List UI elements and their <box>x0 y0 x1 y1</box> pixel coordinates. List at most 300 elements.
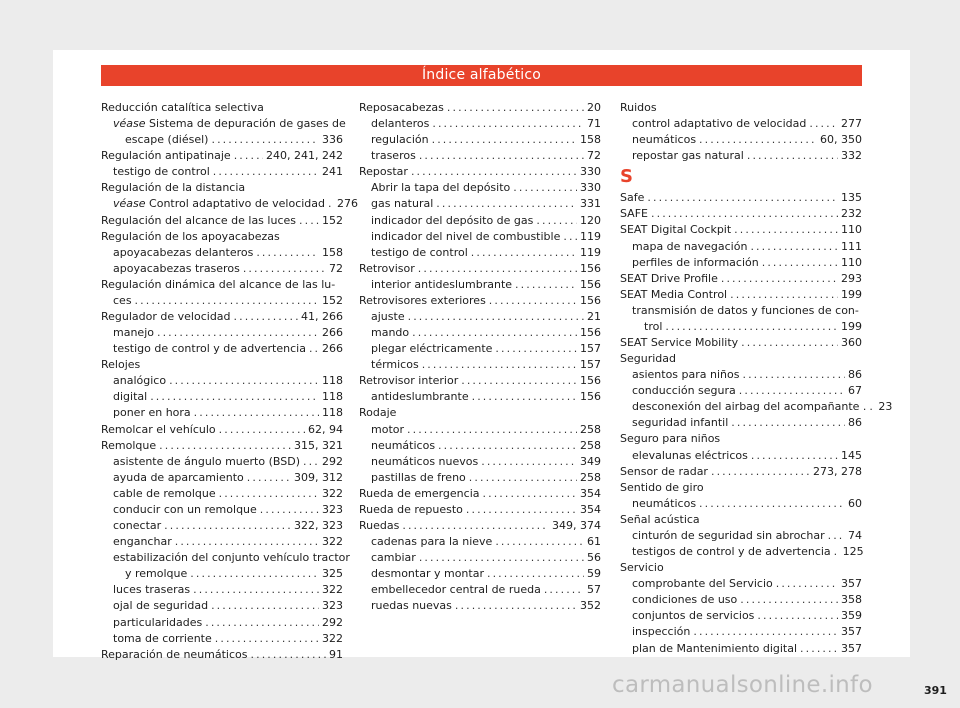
dot-leader <box>438 438 577 454</box>
index-entry <box>359 293 601 309</box>
index-subentry <box>359 309 601 325</box>
dot-leader <box>513 180 577 196</box>
index-subentry <box>359 534 601 550</box>
index-entry <box>101 647 343 663</box>
index-entry <box>620 287 862 303</box>
index-subentry <box>101 566 343 582</box>
index-subentry <box>359 422 601 438</box>
see-reference: véase <box>113 117 146 131</box>
dot-leader <box>741 335 838 351</box>
entry-text: Retrovisor interior <box>359 374 459 388</box>
entry-text: neumáticos <box>632 133 697 147</box>
index-entry <box>620 190 862 206</box>
index-subentry <box>620 255 862 271</box>
page-reference: 23 <box>878 400 893 414</box>
index-subentry <box>101 325 343 341</box>
entry-text: control adaptativo de velocidad <box>632 117 807 131</box>
index-subentry <box>101 615 343 631</box>
dot-leader <box>215 631 319 647</box>
page-reference: 332 <box>841 149 862 163</box>
index-subentry <box>620 592 862 608</box>
page-reference: 241 <box>322 165 343 179</box>
entry-text: conducción segura <box>632 384 736 398</box>
entry-text: Safe <box>620 191 645 205</box>
entry-text: Rueda de emergencia <box>359 486 480 500</box>
dot-leader <box>408 309 584 325</box>
entry-text: testigo de control <box>371 245 468 259</box>
index-entry <box>620 431 862 447</box>
page-reference: 309, 312 <box>294 470 343 484</box>
page-reference: 322 <box>322 486 343 500</box>
entry-text: regulación <box>371 133 429 147</box>
index-entry <box>359 502 601 518</box>
index-subentry <box>359 132 601 148</box>
page-reference: 293 <box>841 271 862 285</box>
page-reference: 118 <box>322 374 343 388</box>
dot-leader <box>742 367 845 383</box>
dot-leader <box>419 148 584 164</box>
page-reference: 232 <box>841 207 862 221</box>
page-title: Índice alfabético <box>101 65 862 86</box>
dot-leader <box>194 405 319 421</box>
dot-leader <box>411 164 577 180</box>
entry-text: y remolque <box>125 567 188 581</box>
entry-text: mapa de navegación <box>632 239 748 253</box>
dot-leader <box>757 608 838 624</box>
index-subentry <box>620 239 862 255</box>
dot-leader <box>175 534 319 550</box>
index-entry <box>359 518 601 534</box>
entry-text: Servicio <box>620 561 664 575</box>
page-reference: 59 <box>587 567 601 581</box>
index-subentry <box>101 132 343 148</box>
index-column-1 <box>101 100 359 663</box>
page-reference: 152 <box>322 293 343 307</box>
index-subentry <box>101 470 343 486</box>
dot-leader <box>651 206 838 222</box>
entry-text: asientos para niños <box>632 368 740 382</box>
index-entry <box>101 180 343 196</box>
entry-text: particularidades <box>113 615 203 629</box>
entry-text: ayuda de aparcamiento <box>113 470 244 484</box>
page-reference: 199 <box>841 287 862 301</box>
page-reference: 41, 266 <box>301 310 343 324</box>
section-letter: S <box>620 166 633 188</box>
dot-leader <box>487 566 584 582</box>
index-subentry <box>359 341 601 357</box>
page-reference: 157 <box>580 342 601 356</box>
page-number: 391 <box>924 684 947 697</box>
entry-text: apoyacabezas traseros <box>113 261 240 275</box>
index-subentry <box>620 624 862 640</box>
dot-leader <box>563 229 577 245</box>
index-entry <box>620 206 862 222</box>
dot-leader <box>234 148 263 164</box>
page-reference: 322 <box>322 535 343 549</box>
dot-leader <box>809 116 838 132</box>
index-entry <box>620 100 862 116</box>
index-subentry <box>101 196 359 212</box>
page-reference: 125 <box>842 545 864 559</box>
page-reference: 315, 321 <box>294 438 343 452</box>
page-reference: 352 <box>580 599 601 613</box>
dot-leader <box>699 496 845 512</box>
page-reference: 349, 374 <box>552 519 601 533</box>
dot-leader <box>135 293 319 309</box>
entry-text: testigo de control <box>113 165 210 179</box>
entry-text: trol <box>644 319 663 333</box>
dot-leader <box>247 470 291 486</box>
entry-text: digital <box>113 390 148 404</box>
index-subentry <box>359 325 601 341</box>
index-subentry <box>359 582 601 598</box>
index-subentry <box>359 566 601 582</box>
entry-text: pastillas de freno <box>371 470 466 484</box>
index-subentry <box>359 389 601 405</box>
page-reference: 158 <box>580 133 601 147</box>
page-reference: 336 <box>322 133 343 147</box>
index-subentry <box>101 534 343 550</box>
index-entry <box>101 148 343 164</box>
entry-text: condiciones de uso <box>632 593 738 607</box>
index-subentry <box>359 245 601 261</box>
dot-leader <box>699 132 817 148</box>
index-subentry <box>620 576 862 592</box>
index-subentry <box>359 213 601 229</box>
entry-text: desmontar y montar <box>371 567 484 581</box>
dot-leader <box>234 309 298 325</box>
entry-text: Regulación dinámica del alcance de las lu- <box>101 277 336 291</box>
entry-text: Regulador de velocidad <box>101 310 231 324</box>
page-reference: 156 <box>580 326 601 340</box>
index-entry <box>101 213 343 229</box>
page-reference: 258 <box>580 422 601 436</box>
index-subentry <box>359 438 601 454</box>
page-reference: 111 <box>841 239 862 253</box>
index-subentry <box>359 116 601 132</box>
index-entry <box>359 164 601 180</box>
entry-text: conectar <box>113 519 162 533</box>
dot-leader <box>260 502 319 518</box>
index-subentry <box>620 367 862 383</box>
index-subentry <box>101 502 343 518</box>
entry-text: poner en hora <box>113 406 191 420</box>
entry-text: cinturón de seguridad sin abrochar <box>632 528 825 542</box>
index-entry <box>620 351 862 367</box>
entry-text: Reducción catalítica selectiva <box>101 101 264 114</box>
index-subentry <box>620 319 862 335</box>
entry-text: Sentido de giro <box>620 480 704 494</box>
dot-leader <box>419 550 584 566</box>
dot-leader <box>828 528 845 544</box>
dot-leader <box>834 544 840 560</box>
page-reference: 91 <box>329 647 343 661</box>
index-subentry <box>101 341 343 357</box>
entry-text: ruedas nuevas <box>371 599 452 613</box>
page-reference: 330 <box>580 181 601 195</box>
index-entry <box>101 277 343 293</box>
watermark: carmanualsonline.info <box>612 672 873 698</box>
dot-leader <box>309 341 319 357</box>
index-subentry <box>359 148 601 164</box>
page-reference: 67 <box>848 384 862 398</box>
page-reference: 322 <box>322 583 343 597</box>
dot-leader <box>489 293 577 309</box>
dot-leader <box>193 582 319 598</box>
index-entry <box>359 261 601 277</box>
page-reference: 323 <box>322 502 343 516</box>
dot-leader <box>721 271 838 287</box>
index-entry <box>101 438 343 454</box>
index-subentry <box>359 357 601 373</box>
index-subentry <box>620 641 862 657</box>
entry-text: plegar eléctricamente <box>371 342 493 356</box>
entry-text: mando <box>371 326 410 340</box>
entry-text: comprobante del Servicio <box>632 577 773 591</box>
index-subentry <box>101 486 343 502</box>
page-reference: 323 <box>322 599 343 613</box>
index-column-3 <box>620 100 893 657</box>
page-reference: 71 <box>587 117 601 131</box>
entry-text: toma de corriente <box>113 631 212 645</box>
index-entry <box>620 464 862 480</box>
entry-text: indicador del nivel de combustible <box>371 229 561 243</box>
dot-leader <box>544 582 584 598</box>
entry-text: SEAT Drive Profile <box>620 271 718 285</box>
entry-text: ajuste <box>371 310 405 324</box>
page-reference: 330 <box>580 165 601 179</box>
index-subentry <box>620 528 862 544</box>
index-entry <box>101 100 343 116</box>
entry-text: Seguridad <box>620 352 676 366</box>
dot-leader <box>432 132 577 148</box>
page-reference: 110 <box>841 223 862 237</box>
page-reference: 156 <box>580 374 601 388</box>
entry-text: embellecedor central de rueda <box>371 583 541 597</box>
dot-leader <box>407 422 577 438</box>
index-entry <box>101 357 343 373</box>
page-reference: 266 <box>322 326 343 340</box>
dot-leader <box>164 518 291 534</box>
dot-leader <box>447 100 584 116</box>
index-subentry <box>620 303 862 319</box>
page-reference: 20 <box>587 101 601 114</box>
dot-leader <box>751 448 838 464</box>
page-reference: 110 <box>841 255 862 269</box>
entry-text: asistente de ángulo muerto (BSD) <box>113 454 300 468</box>
entry-text: Abrir la tapa del depósito <box>371 181 511 195</box>
page-reference: 62, 94 <box>308 422 343 436</box>
index-entry <box>620 560 862 576</box>
page-reference: 360 <box>841 336 862 350</box>
index-subentry <box>620 544 862 560</box>
index-subentry <box>101 245 343 261</box>
entry-text: repostar gas natural <box>632 149 744 163</box>
entry-text: traseros <box>371 149 416 163</box>
entry-text: enganchar <box>113 535 172 549</box>
entry-label: Control adaptativo de velocidad <box>145 197 326 211</box>
dot-leader <box>190 566 319 582</box>
page-reference: 86 <box>848 368 862 382</box>
index-subentry <box>101 261 343 277</box>
page-reference: 349 <box>580 454 601 468</box>
page-reference: 156 <box>580 390 601 404</box>
entry-text: Repostar <box>359 165 408 179</box>
entry-text: Relojes <box>101 358 141 372</box>
entry-text: interior antideslumbrante <box>371 277 513 291</box>
entry-text: cambiar <box>371 551 416 565</box>
dot-leader <box>740 592 838 608</box>
dot-leader <box>412 325 577 341</box>
dot-leader <box>251 647 327 663</box>
entry-text: elevalunas eléctricos <box>632 448 748 462</box>
page-reference: 145 <box>841 448 862 462</box>
dot-leader <box>800 641 838 657</box>
index-subentry <box>101 582 343 598</box>
index-subentry <box>620 116 862 132</box>
entry-text: Retrovisores exteriores <box>359 293 486 307</box>
index-entry <box>359 373 601 389</box>
page-reference: 135 <box>841 191 862 205</box>
entry-text <box>113 116 346 132</box>
page-reference: 157 <box>580 358 601 372</box>
dot-leader <box>205 615 319 631</box>
index-subentry <box>620 399 893 415</box>
entry-text: Regulación del alcance de las luces <box>101 213 296 227</box>
entry-text: Rueda de repuesto <box>359 502 463 516</box>
page-reference: 322 <box>322 631 343 645</box>
index-subentry <box>359 454 601 470</box>
page-reference: 56 <box>587 551 601 565</box>
entry-text: cable de remolque <box>113 486 216 500</box>
dot-leader <box>471 245 577 261</box>
index-subentry <box>359 229 601 245</box>
page-reference: 357 <box>841 625 862 639</box>
index-subentry <box>359 550 601 566</box>
dot-leader <box>776 576 838 592</box>
entry-text: neumáticos <box>371 438 436 452</box>
index-entry <box>620 222 862 238</box>
page-reference: 266 <box>322 342 343 356</box>
dot-leader <box>665 319 838 335</box>
page-reference: 358 <box>841 593 862 607</box>
entry-text: Sensor de radar <box>620 464 708 478</box>
dot-leader <box>299 213 319 229</box>
index-subentry <box>620 415 862 431</box>
dot-leader <box>495 341 577 357</box>
index-entry <box>101 309 343 325</box>
entry-label: Sistema de depuración de gases de <box>145 117 346 131</box>
entry-text: escape (diésel) <box>125 133 209 147</box>
entry-text: delanteros <box>371 117 430 131</box>
dot-leader <box>693 624 838 640</box>
page-reference: 21 <box>587 310 601 324</box>
dot-leader <box>256 245 319 261</box>
page-reference: 258 <box>580 438 601 452</box>
index-subentry <box>620 608 862 624</box>
dot-leader <box>734 222 838 238</box>
index-subentry <box>359 277 601 293</box>
entry-text: Reposacabezas <box>359 101 444 114</box>
entry-text: Regulación de la distancia <box>101 181 246 195</box>
dot-leader <box>515 277 577 293</box>
index-entry <box>620 271 862 287</box>
index-subentry <box>620 148 862 164</box>
entry-text: Seguro para niños <box>620 432 721 446</box>
index-subentry <box>359 598 601 614</box>
page-reference: 57 <box>587 583 601 597</box>
entry-text: conducir con un remolque <box>113 502 257 516</box>
dot-leader <box>469 470 577 486</box>
page-reference: 119 <box>580 229 601 243</box>
page-reference: 156 <box>580 277 601 291</box>
entry-text: manejo <box>113 326 154 340</box>
entry-text: antideslumbrante <box>371 390 469 404</box>
entry-text: ojal de seguridad <box>113 599 209 613</box>
page-reference: 72 <box>329 261 343 275</box>
entry-text: apoyacabezas delanteros <box>113 245 254 259</box>
entry-text: Remolque <box>101 438 157 452</box>
index-subentry <box>101 454 343 470</box>
entry-text: neumáticos nuevos <box>371 454 479 468</box>
index-subentry <box>101 373 343 389</box>
page-reference: 72 <box>587 149 601 163</box>
page-reference: 357 <box>841 641 862 655</box>
entry-text: luces traseras <box>113 583 191 597</box>
entry-text: conjuntos de servicios <box>632 609 755 623</box>
dot-leader <box>211 598 319 614</box>
entry-text: SEAT Service Mobility <box>620 336 739 350</box>
entry-text: plan de Mantenimiento digital <box>632 641 798 655</box>
entry-text: Retrovisor <box>359 261 415 275</box>
page-reference: 357 <box>841 577 862 591</box>
page-reference: 359 <box>841 609 862 623</box>
dot-leader <box>219 422 305 438</box>
index-subentry <box>101 389 343 405</box>
page-reference: 119 <box>580 245 601 259</box>
entry-text: testigo de control y de advertencia <box>113 342 306 356</box>
dot-leader <box>472 389 577 405</box>
index-entry <box>620 480 862 496</box>
dot-leader <box>461 373 577 389</box>
dot-leader <box>869 399 875 415</box>
entry-text: Ruedas <box>359 519 400 533</box>
dot-leader <box>730 287 838 303</box>
entry-text: Remolcar el vehículo <box>101 422 216 436</box>
dot-leader <box>731 415 845 431</box>
dot-leader <box>422 357 577 373</box>
dot-leader <box>159 438 291 454</box>
entry-text: Regulación de los apoyacabezas <box>101 229 280 243</box>
dot-leader <box>243 261 326 277</box>
entry-text: Señal acústica <box>620 512 700 526</box>
page-reference: 60, 350 <box>820 133 862 147</box>
dot-leader <box>495 534 584 550</box>
page-reference: 273, 278 <box>813 464 862 478</box>
dot-leader <box>303 454 319 470</box>
index-entry <box>359 486 601 502</box>
index-subentry <box>620 496 862 512</box>
page-reference: 86 <box>848 416 862 430</box>
dot-leader <box>483 486 577 502</box>
page-reference: 276 <box>337 197 359 211</box>
page-reference: 240, 241, 242 <box>266 149 343 163</box>
entry-text: seguridad infantil <box>632 416 729 430</box>
dot-leader <box>213 164 319 180</box>
entry-text: indicador del depósito de gas <box>371 213 534 227</box>
index-subentry <box>101 405 343 421</box>
entry-text: inspección <box>632 625 691 639</box>
